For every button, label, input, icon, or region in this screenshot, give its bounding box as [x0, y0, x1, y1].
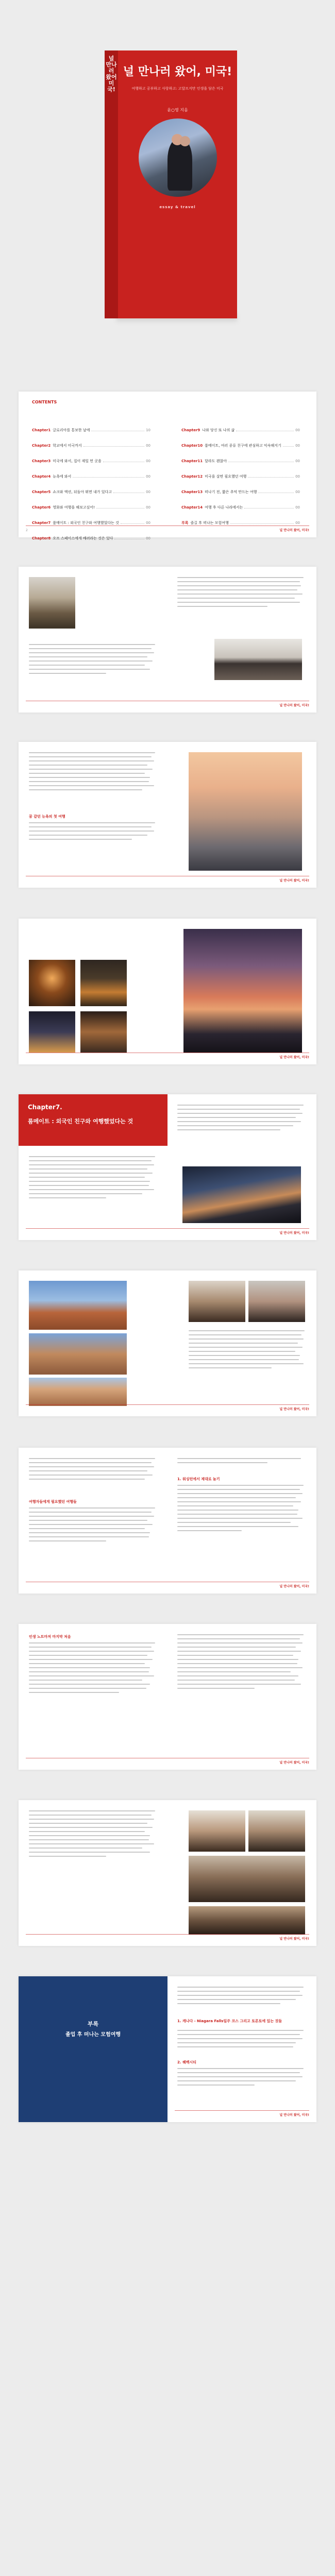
section-heading: 인생 노트마저 마지막 처음 — [29, 1635, 71, 1639]
photo-grand-canyon-1 — [29, 1281, 127, 1330]
cover-photo-couple — [139, 118, 217, 197]
appendix-band — [19, 1976, 167, 2122]
book-front-cover — [118, 50, 237, 318]
photo-friends-2 — [248, 1281, 305, 1322]
contents-heading: CONTENTS — [32, 400, 57, 404]
appendix-item-quebec: 2. 퀘벡시티 — [177, 2060, 197, 2064]
photo-friends-1 — [189, 1281, 245, 1322]
photo-restaurant — [80, 1011, 127, 1053]
body-text-left — [29, 644, 158, 677]
book-cover-area — [0, 0, 335, 335]
body-text-left — [29, 1642, 158, 1696]
footer-rule — [26, 1404, 309, 1405]
toc-item[interactable]: Chapter14 여행 후 다른 나라에서는 00 — [181, 505, 300, 510]
toc-item[interactable]: Chapter5 쇼크와 액션, 뒤돌아 뛰면 내가 있다고 00 — [32, 490, 150, 494]
toc-item[interactable]: Chapter9 나와 당신 또 나의 삶 00 — [181, 428, 300, 432]
photo-dinner — [189, 1906, 305, 1935]
spread-page-3 — [19, 742, 316, 888]
photo-grand-canyon-3 — [29, 1378, 127, 1406]
spine-title: 널 만나러 왔어 미국! — [106, 55, 117, 93]
appendix-label: 부록 — [87, 2021, 99, 2027]
appendix-page — [19, 1976, 316, 2122]
toc-left-column — [32, 428, 150, 551]
toc-item[interactable]: Chapter10 룸메이트, 여러 종류 친구에 관심하고 익숙해지기 00 — [181, 444, 300, 448]
body-text-left — [29, 752, 158, 793]
section-heading: 1. 워싱턴에서 제대로 놀기 — [177, 1477, 220, 1481]
running-footer: 널 만나러 왔어, 미국! — [279, 2113, 309, 2117]
toc-item-appendix[interactable]: 부록 즐길 후 떠나는 모험여행 00 — [181, 521, 300, 525]
photo-friends-selfie — [248, 1810, 305, 1852]
spread-page-8 — [19, 1624, 316, 1770]
section-heading: 여행자들에게 필요했던 여행들 — [29, 1500, 77, 1504]
body-text-left — [29, 1156, 158, 1201]
chapter-title: 룸메이트 : 외국인 친구와 여행했었다는 것 — [28, 1118, 133, 1125]
toc-item[interactable]: Chapter8 오프 스페이스에게 배려라는 것은 있다 00 — [32, 536, 150, 540]
footer-rule — [26, 1228, 309, 1229]
running-footer: 널 만나러 왔어, 미국! — [279, 1937, 309, 1941]
chapter7-page — [19, 1094, 316, 1240]
toc-item[interactable]: Chapter4 뉴욕에 와서 00 — [32, 474, 150, 479]
body-text-right — [177, 577, 306, 610]
spread-page-2 — [19, 567, 316, 713]
body-text-right — [177, 1987, 306, 2007]
spread-page-7 — [19, 1448, 316, 1594]
book-spine — [105, 50, 118, 318]
toc-item[interactable]: Chapter2 학교에서 미국까지 00 — [32, 444, 150, 448]
running-footer: 널 만나러 왔어, 미국! — [279, 529, 309, 532]
toc-item[interactable]: Chapter11 달라도 괜찮아 00 — [181, 459, 300, 463]
photo-group-table — [189, 1856, 305, 1902]
running-footer: 널 만나러 왔어, 미국! — [279, 1408, 309, 1411]
spread-page-4 — [19, 919, 316, 1064]
photo-lanterns — [29, 960, 75, 1006]
spread-page-9 — [19, 1800, 316, 1946]
section-heading: 꿈 같던 뉴욕의 첫 여행 — [29, 815, 65, 819]
cover-author: 윤○영 지음 — [167, 108, 188, 112]
toc-item[interactable]: Chapter6 영화와 여행을 해보고싶어! 00 — [32, 505, 150, 510]
footer-rule — [175, 2110, 309, 2111]
running-footer: 널 만나러 왔어, 미국! — [279, 1231, 309, 1235]
toc-item[interactable]: Chapter7 룸메이트 : 외국인 친구와 여행했었다는 것 00 — [32, 521, 150, 525]
publisher-logo: essay & travel — [159, 205, 196, 209]
spread-page-6 — [19, 1270, 316, 1416]
photo-sunset-city — [183, 929, 302, 1053]
contents-page — [19, 392, 316, 540]
toc-item[interactable]: Chapter13 떠나기 전, 짧은 추억 만드는 여행 00 — [181, 490, 300, 494]
body-text-right — [189, 1330, 307, 1371]
photo-airplane-window — [182, 1166, 301, 1223]
body-text-left — [29, 1458, 158, 1483]
chapter-number: Chapter7. — [28, 1104, 62, 1111]
body-text-right — [177, 1105, 306, 1133]
running-footer: 널 만나러 왔어, 미국! — [279, 1585, 309, 1588]
appendix-item-canada: 1. 캐나다 - Niagara Falls일주 코스 그리고 토론토에 있는 것들 — [177, 2019, 282, 2023]
photo-grand-canyon-2 — [29, 1333, 127, 1375]
running-footer: 널 만나러 왔어, 미국! — [279, 1056, 309, 1059]
body-text-right-3 — [177, 2068, 306, 2089]
body-text-left-2 — [29, 1507, 158, 1545]
cover-subtitle: 여행하고 공부하고 사랑하고: 고달프지만 인생을 담은 미국 — [131, 87, 224, 91]
photo-group-indoor — [214, 639, 302, 680]
running-footer: 널 만나러 왔어, 미국! — [279, 704, 309, 707]
footer-rule — [26, 1934, 309, 1935]
body-text-left-2 — [29, 822, 158, 843]
running-footer: 널 만나러 왔어, 미국! — [279, 1761, 309, 1765]
chapter-band — [19, 1094, 167, 1146]
running-footer: 널 만나러 왔어, 미국! — [279, 879, 309, 883]
photo-nyc-skyline — [189, 752, 302, 871]
body-text-right — [177, 1634, 306, 1692]
photo-night-street — [80, 960, 127, 1006]
body-text-right-2 — [177, 2030, 306, 2050]
body-text-left — [29, 1810, 158, 1860]
toc-item[interactable]: Chapter3 미국에 와서, 집이 제일 먼 곳을 00 — [32, 459, 150, 463]
body-text-right-2 — [177, 1485, 306, 1534]
photo-evening-lights — [29, 1011, 75, 1053]
toc-right-column — [181, 428, 300, 536]
cover-title: 널 만나러 왔어, 미국! — [123, 65, 232, 78]
photo-friends-cafe — [189, 1810, 245, 1852]
toc-item[interactable]: Chapter1 글로리아를 통보한 날에 10 — [32, 428, 150, 432]
appendix-title: 졸업 후 떠나는 모험여행 — [65, 2032, 121, 2038]
photo-walkway — [29, 577, 75, 629]
page-number: 2 — [26, 529, 28, 532]
toc-item[interactable]: Chapter12 미국을 살면 필요했던 여행 00 — [181, 474, 300, 479]
body-text-right — [177, 1458, 306, 1466]
